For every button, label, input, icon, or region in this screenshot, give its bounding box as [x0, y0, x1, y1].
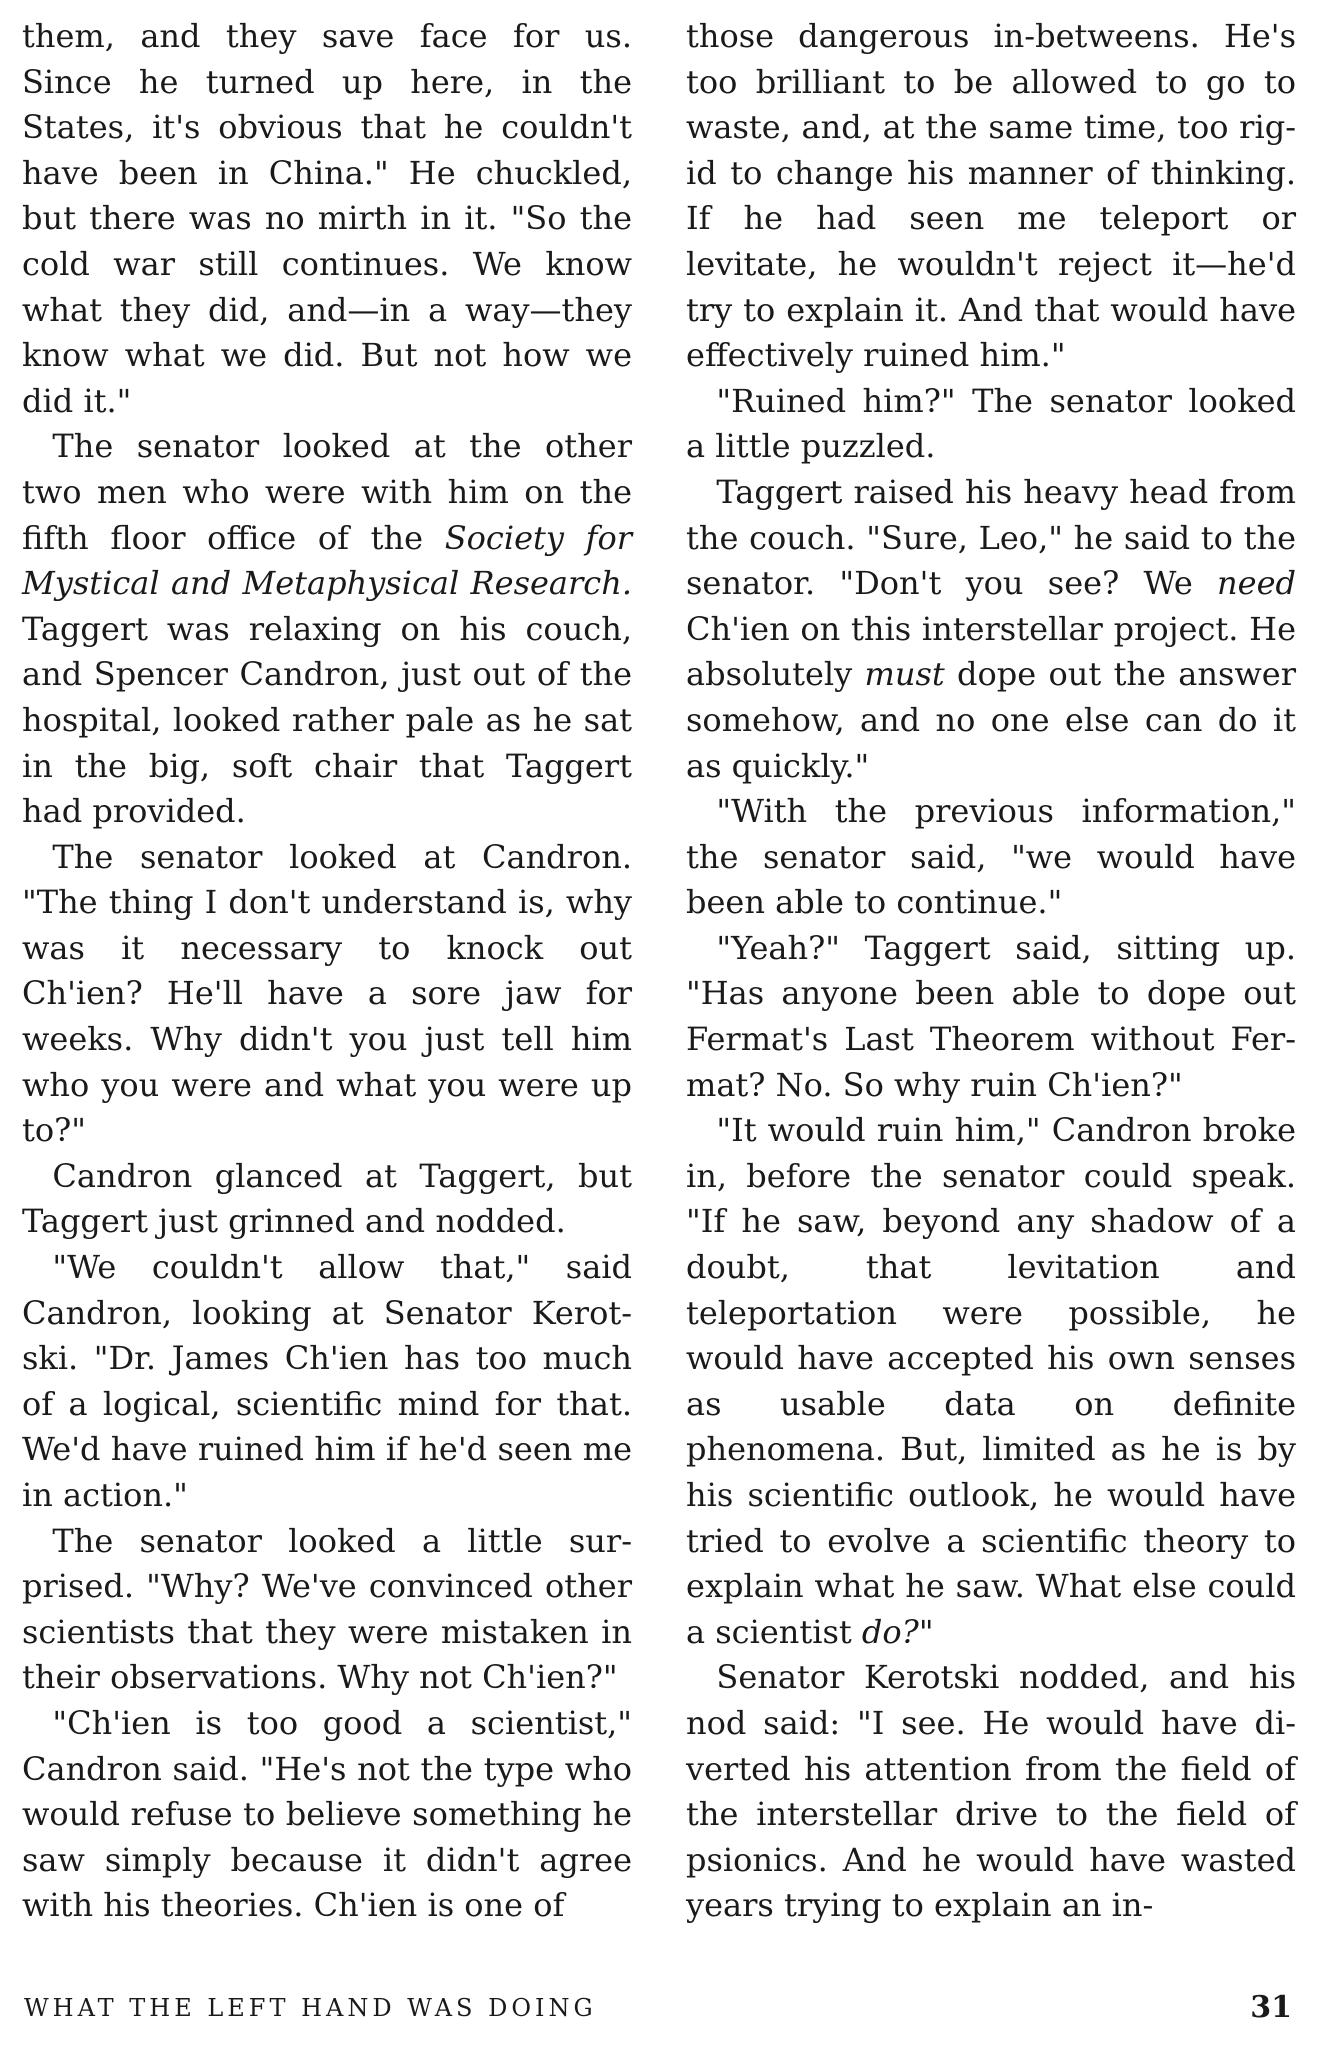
italic-text: Society for Mystical and Metaphysical Research. — [22, 518, 632, 603]
text-run: "Yeah?" Taggert said, sitting up. "Has anyone been able to dope out Fermat's Last Theorem without Fermat? No. So why ruin Ch'ien?" — [686, 928, 1296, 1104]
paragraph — [22, 1245, 632, 1519]
paragraph — [686, 1108, 1296, 1655]
text-run: Ch'ien on this interstellar project. He absolutely — [686, 609, 1296, 694]
continued-paragraph — [22, 14, 632, 424]
running-title: WHAT THE LEFT HAND WAS DOING — [24, 1994, 597, 2022]
paragraph — [22, 1519, 632, 1701]
text-run: Taggert raised his heavy head from the couch. "Sure, Leo," he said to the senator. "Don't you see? We — [686, 472, 1296, 603]
text-run: "Ch'ien is too good a scientist," Candron said. "He's not the type who would refuse to believe something he saw simply because it didn't agree with his theories. Ch'ien is one of — [22, 1703, 632, 1925]
paragraph — [22, 835, 632, 1154]
paragraph — [686, 470, 1296, 789]
paragraph — [686, 926, 1296, 1108]
paragraph — [22, 1154, 632, 1245]
page-number: 31 — [1250, 1990, 1292, 2025]
text-run: "With the previous information," the senator said, "we would have been able to continue." — [686, 792, 1296, 922]
right-column — [686, 14, 1296, 1929]
paragraph — [686, 1655, 1296, 1929]
text-run: Candron glanced at Taggert, but Taggert just grinned and nodded. — [22, 1156, 632, 1241]
text-run: "It would ruin him," Candron broke in, before the senator could speak. "If he saw, beyond any shadow of a doubt, that levitation and teleportation were possible, he would have accepted his own senses as usable data on definite phenomena. But, limited as he is by his scientific outlook, he would have tried to evolve a scientific theory to explain what he saw. What else could a scientist — [686, 1111, 1296, 1651]
text-run: "We couldn't allow that," said Candron, looking at Senator Kerotski. "Dr. James Ch'ien has too much of a logical, scientific mind for that. We'd have ruined him if he'd seen me in action." — [22, 1248, 632, 1514]
text-run: The senator looked a little surprised. "Why? We've convinced other scientists that they were mistaken in their observations. Why not Ch'ien?" — [22, 1521, 632, 1697]
continued-paragraph — [686, 14, 1296, 379]
italic-text: must — [864, 655, 945, 694]
text-run: The senator looked at Candron. "The thing I don't understand is, why was it necessary to knock out Ch'ien? He'll have a sore jaw for weeks. Why didn't you just tell him who you were and what you were up to?" — [22, 837, 632, 1150]
text-run: them, and they save face for us. Since he turned up here, in the States, it's obvious that he couldn't have been in China." He chuckled, but there was no mirth in it. "So the cold war still continues. We know what they did, and—in a way—they know what we did. But not how we did it." — [22, 17, 632, 420]
text-run: The senator looked at the other two men who were with him on the fifth floor office of the — [22, 427, 632, 557]
italic-text: need — [1217, 564, 1296, 603]
text-run: Taggert was relaxing on his couch, and Spencer Candron, just out of the hospital, looked rather pale as he sat in the big, soft chair that Taggert had provided. — [22, 609, 632, 831]
paragraph — [686, 789, 1296, 926]
page-footer — [24, 1990, 1292, 2030]
paragraph — [22, 1701, 632, 1929]
text-run: those dangerous in-betweens. He's too brilliant to be allowed to go to waste, and, at the same time, too rigid to change his manner of thinking. If he had seen me teleport or levitate, he wouldn't reject it—he'd try to explain it. And that would have effectively ruined him." — [686, 17, 1296, 375]
text-run: "Ruined him?" The senator looked a little puzzled. — [686, 381, 1296, 466]
text-run: Senator Kerotski nodded, and his nod said: "I see. He would have diverted his attention from the field of the interstellar drive to the field of psionics. And he would have wasted years trying to explain an in- — [686, 1658, 1296, 1925]
text-run: dope out the answer somehow, and no one else can do it as quickly." — [686, 655, 1297, 785]
paragraph — [22, 424, 632, 834]
left-column — [22, 14, 632, 1929]
paragraph — [686, 379, 1296, 470]
italic-text: do?" — [861, 1612, 934, 1651]
